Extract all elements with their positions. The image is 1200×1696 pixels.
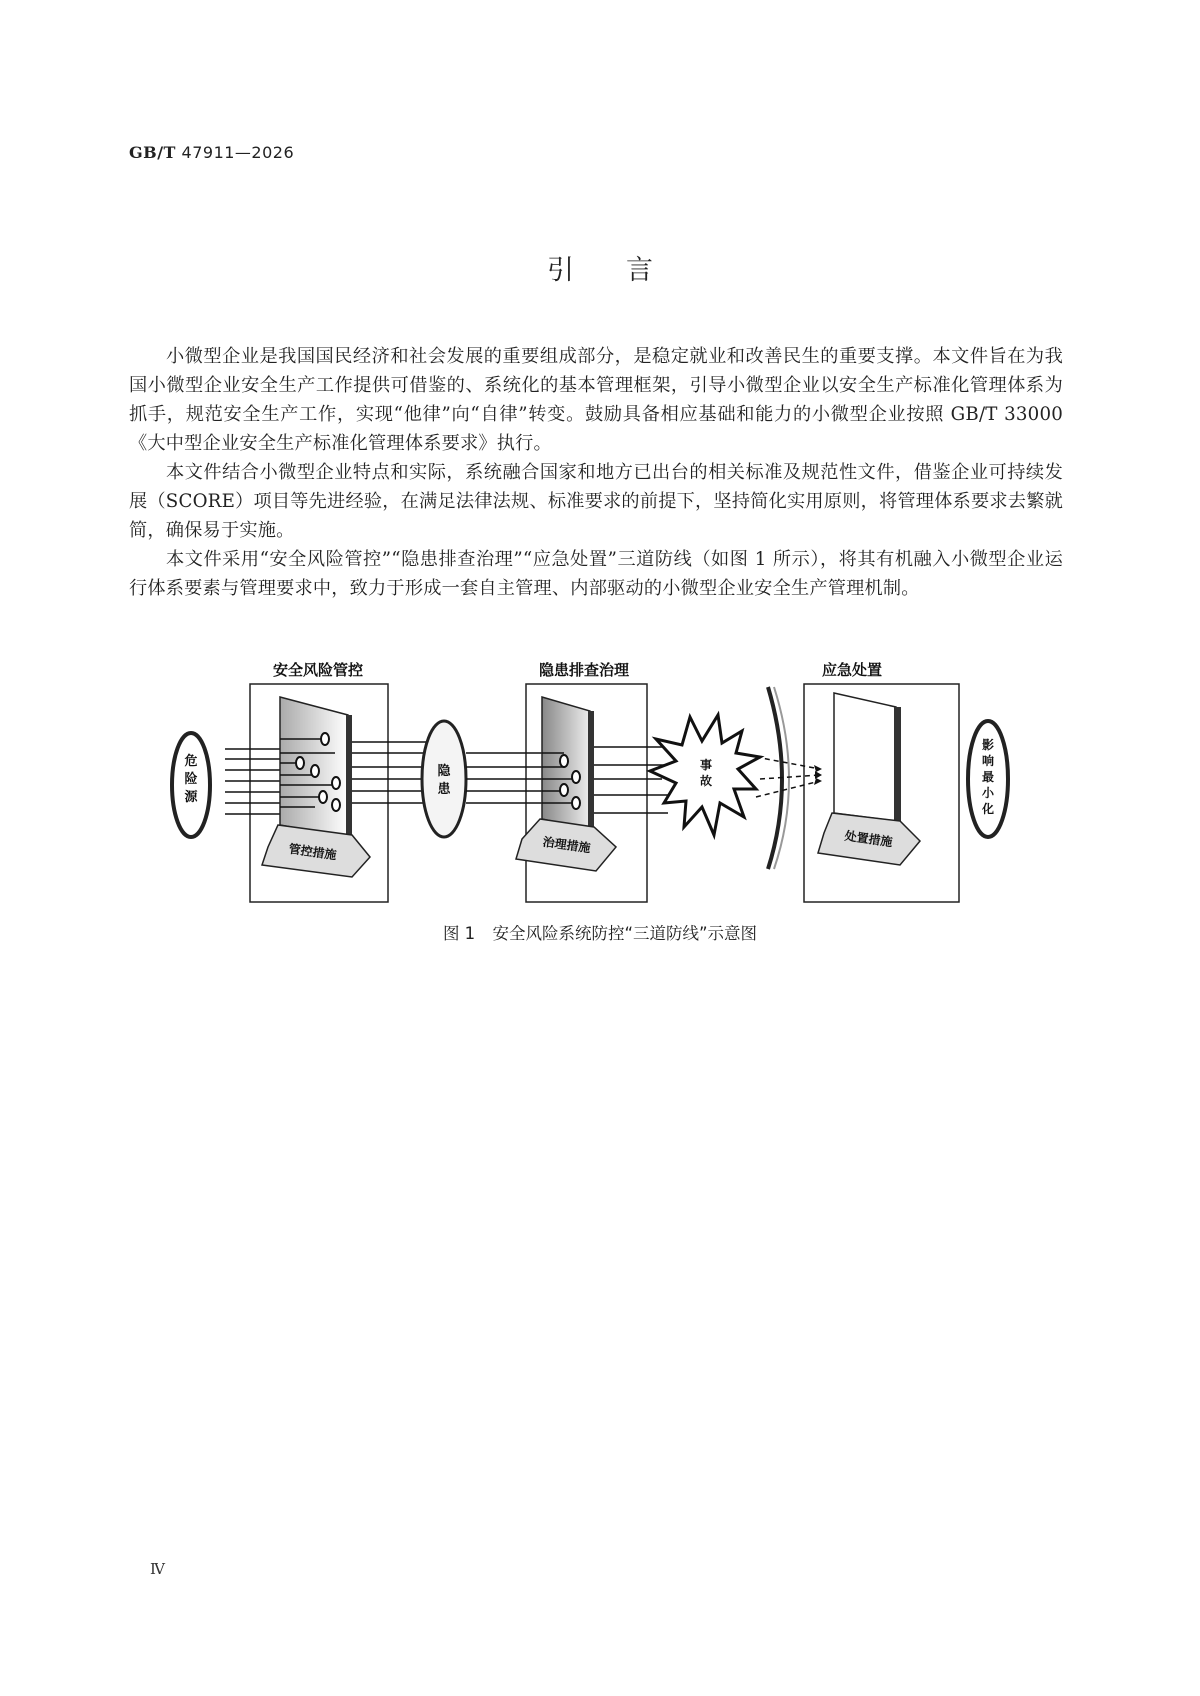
figure-caption xyxy=(0,920,1200,944)
base1-label: 管控措施 xyxy=(287,841,338,863)
base3-label: 处置措施 xyxy=(843,828,894,850)
base2-label: 治理措施 xyxy=(541,834,592,856)
impact-min-label: 影 xyxy=(981,738,995,752)
impact-char-2: 响 xyxy=(981,754,995,768)
hidden-danger-char-2: 患 xyxy=(437,782,451,797)
page-number: Ⅳ xyxy=(150,1560,165,1578)
standard-code: GB/T xyxy=(129,143,176,162)
figure-three-lines xyxy=(170,657,1025,907)
caption-text: 安全风险系统防控“三道防线”示意图 xyxy=(492,924,758,943)
impact-char-5: 化 xyxy=(981,802,995,816)
impact-char-3: 最 xyxy=(981,770,995,784)
box2-title: 隐患排查治理 xyxy=(538,661,630,679)
paragraph-1: 小微型企业是我国国民经济和社会发展的重要组成部分，是稳定就业和改善民生的重要支撑。本文件旨在为我国小微型企业安全生产工作提供可借鉴的、系统化的基本管理框架，引导小微型企业以安全生产标准化管理体系为抓手，规范安全生产工作，实现“他律”向“自律”转变。鼓励具备相应基础和能力的小微型企业按照 GB/T 33000《大中型企业安全生产标准化管理体系要求》执行。 xyxy=(129,346,1063,454)
accident-label: 事 xyxy=(699,758,713,772)
hazard-source-label: 危 xyxy=(184,754,198,769)
rays-middle xyxy=(352,742,432,803)
standard-header xyxy=(129,143,294,162)
hidden-danger-ellipse xyxy=(422,721,466,837)
body-text xyxy=(129,342,1063,603)
impact-char-4: 小 xyxy=(981,786,995,800)
shield3-panel xyxy=(834,693,896,821)
hazard-source-char-2: 险 xyxy=(184,772,198,787)
page-title: 引言 xyxy=(547,255,705,286)
hidden-danger-label: 隐 xyxy=(437,764,451,779)
standard-number: 47911—2026 xyxy=(181,143,295,162)
paragraph-2: 本文件结合小微型企业特点和实际，系统融合国家和地方已出台的相关标准及规范性文件，借鉴企业可持续发展（SCORE）项目等先进经验，在满足法律法规、标准要求的前提下，坚持简化实用原则，将管理体系要求去繁就简，确保易于实施。 xyxy=(129,462,1063,541)
paragraph-3: 本文件采用“安全风险管控”“隐患排查治理”“应急处置”三道防线（如图 1 所示），将其有机融入小微型企业运行体系要素与管理要求中，致力于形成一套自主管理、内部驱动的小微型企业安全生产管理机制。 xyxy=(129,549,1063,599)
box3-title: 应急处置 xyxy=(821,661,883,679)
box1-title: 安全风险管控 xyxy=(272,661,364,679)
hazard-source-char-3: 源 xyxy=(184,790,198,805)
caption-number: 图 1 xyxy=(442,924,476,943)
accident-char-2: 故 xyxy=(699,774,713,788)
